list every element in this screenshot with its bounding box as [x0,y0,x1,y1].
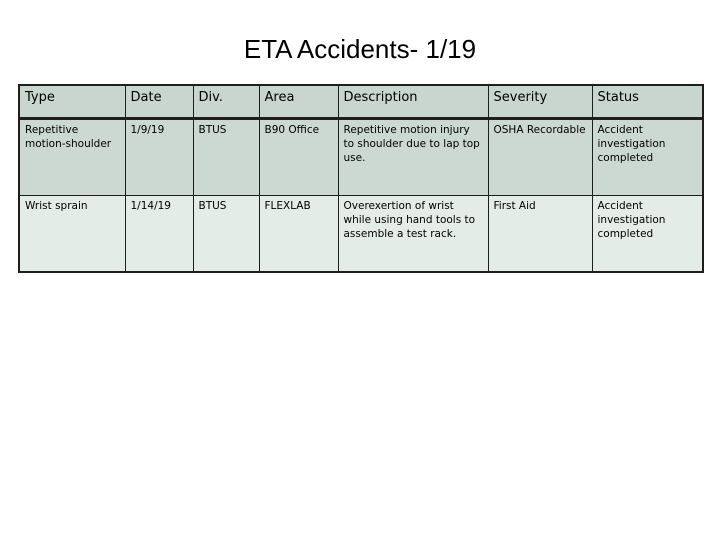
column-header-status: Status [592,85,703,119]
column-header-area: Area [259,85,338,119]
cell-status: Accident investigation completed [592,119,703,196]
column-header-div: Div. [193,85,259,119]
page-title: ETA Accidents- 1/19 [243,34,477,64]
cell-type: Wrist sprain [19,196,125,273]
cell-div: BTUS [193,119,259,196]
cell-description: Overexertion of wrist while using hand tools to assemble a test rack. [338,196,488,273]
cell-type: Repetitive motion-shoulder [19,119,125,196]
table-row [19,196,703,273]
column-header-date: Date [125,85,193,119]
table-row [19,119,703,196]
cell-date: 1/14/19 [125,196,193,273]
column-header-severity: Severity [488,85,592,119]
table-header-row [19,85,703,119]
cell-status: Accident investigation completed [592,196,703,273]
cell-div: BTUS [193,196,259,273]
column-header-description: Description [338,85,488,119]
cell-area: B90 Office [259,119,338,196]
cell-area: FLEXLAB [259,196,338,273]
cell-description: Repetitive motion injury to shoulder due to lap top use. [338,119,488,196]
cell-severity: First Aid [488,196,592,273]
cell-date: 1/9/19 [125,119,193,196]
accidents-table [18,84,704,273]
cell-severity: OSHA Recordable [488,119,592,196]
column-header-type: Type [19,85,125,119]
